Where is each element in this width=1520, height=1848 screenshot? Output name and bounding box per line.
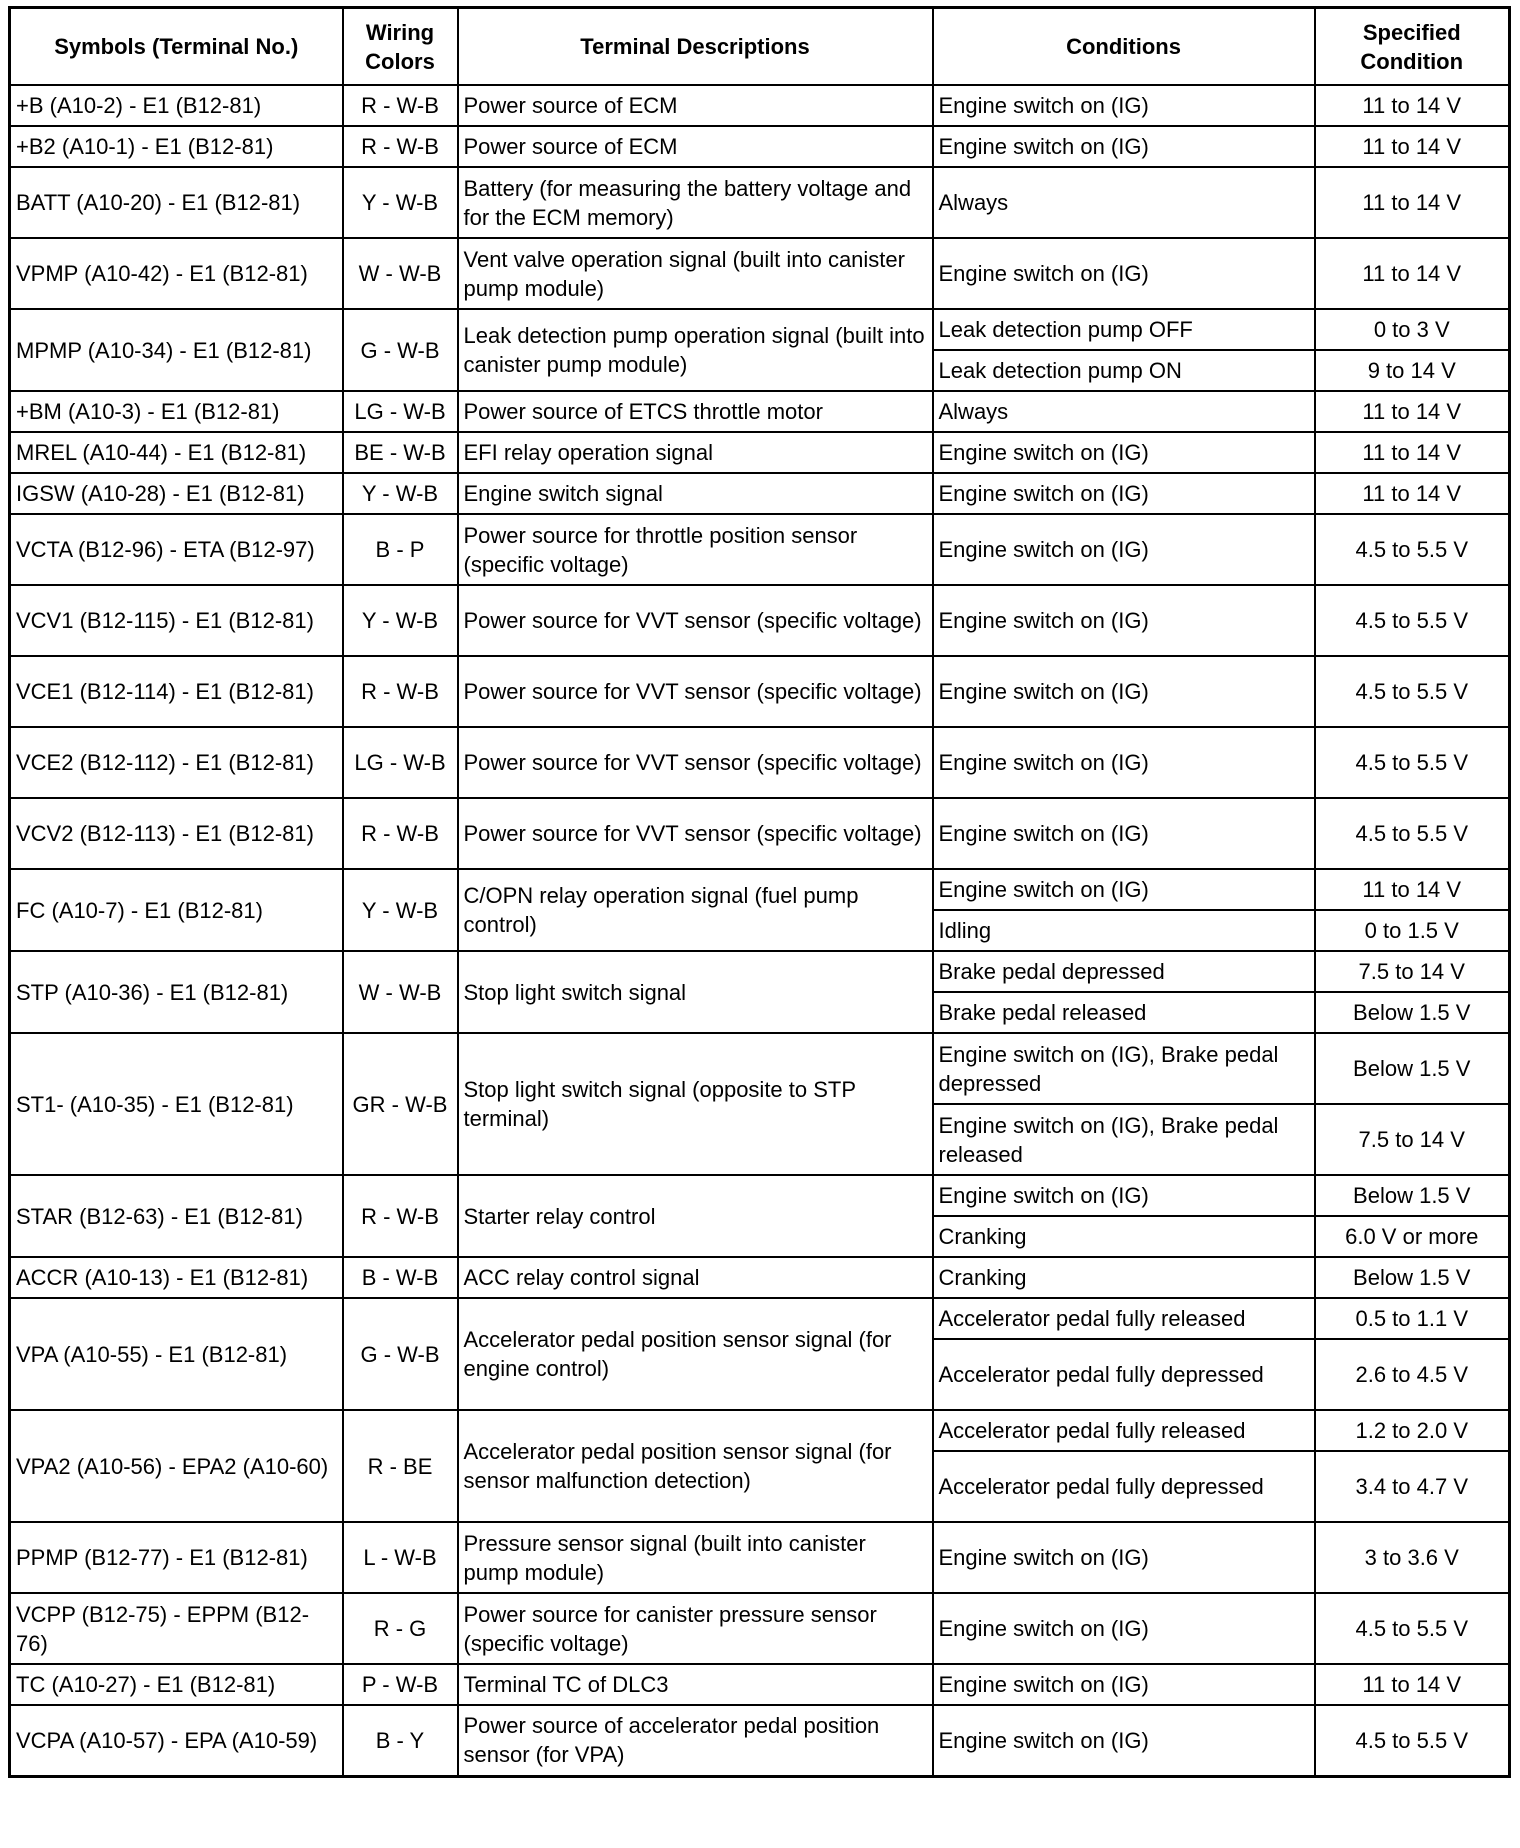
specified-condition-cell: 11 to 14 V [1315,167,1510,238]
symbol-cell: VPA2 (A10-56) - EPA2 (A10-60) [10,1410,343,1522]
specified-condition-cell: 9 to 14 V [1315,350,1510,391]
condition-cell: Always [933,391,1315,432]
specified-condition-cell: 3 to 3.6 V [1315,1522,1510,1593]
wiring-colors-cell: BE - W-B [343,432,458,473]
wiring-colors-cell: R - W-B [343,126,458,167]
table-row [10,473,1510,514]
specified-condition-cell: 4.5 to 5.5 V [1315,798,1510,869]
wiring-colors-cell: W - W-B [343,951,458,1033]
table-row [10,1298,1510,1339]
specified-condition-cell: 11 to 14 V [1315,1664,1510,1705]
terminal-table [8,6,1511,1778]
specified-condition-cell: Below 1.5 V [1315,1175,1510,1216]
terminal-description-cell: Accelerator pedal position sensor signal (for engine control) [458,1298,933,1410]
header-specified-condition: Specified Condition [1315,8,1510,86]
table-row [10,1033,1510,1104]
terminal-description-cell: Terminal TC of DLC3 [458,1664,933,1705]
condition-cell: Engine switch on (IG) [933,1522,1315,1593]
table-row [10,1410,1510,1451]
specified-condition-cell: 11 to 14 V [1315,126,1510,167]
wiring-colors-cell: Y - W-B [343,585,458,656]
specified-condition-cell: 3.4 to 4.7 V [1315,1451,1510,1522]
table-row [10,1593,1510,1664]
specified-condition-cell: 4.5 to 5.5 V [1315,727,1510,798]
table-row [10,391,1510,432]
header-row [10,8,1510,86]
terminal-description-cell: Battery (for measuring the battery voltage and for the ECM memory) [458,167,933,238]
specified-condition-cell: 4.5 to 5.5 V [1315,1593,1510,1664]
symbol-cell: MREL (A10-44) - E1 (B12-81) [10,432,343,473]
condition-cell: Engine switch on (IG) [933,432,1315,473]
condition-cell: Engine switch on (IG) [933,1175,1315,1216]
specified-condition-cell: 4.5 to 5.5 V [1315,585,1510,656]
condition-cell: Engine switch on (IG) [933,869,1315,910]
table-row [10,1664,1510,1705]
specified-condition-cell: 11 to 14 V [1315,85,1510,126]
symbol-cell: STAR (B12-63) - E1 (B12-81) [10,1175,343,1257]
condition-cell: Engine switch on (IG) [933,585,1315,656]
terminal-description-cell: Power source for throttle position sensor (specific voltage) [458,514,933,585]
terminal-description-cell: Engine switch signal [458,473,933,514]
specified-condition-cell: 11 to 14 V [1315,473,1510,514]
condition-cell: Accelerator pedal fully depressed [933,1451,1315,1522]
specified-condition-cell: 7.5 to 14 V [1315,951,1510,992]
symbol-cell: MPMP (A10-34) - E1 (B12-81) [10,309,343,391]
symbol-cell: VCE1 (B12-114) - E1 (B12-81) [10,656,343,727]
terminal-description-cell: ACC relay control signal [458,1257,933,1298]
condition-cell: Engine switch on (IG) [933,514,1315,585]
symbol-cell: +BM (A10-3) - E1 (B12-81) [10,391,343,432]
symbol-cell: VCPA (A10-57) - EPA (A10-59) [10,1705,343,1776]
wiring-colors-cell: Y - W-B [343,473,458,514]
wiring-colors-cell: W - W-B [343,238,458,309]
symbol-cell: STP (A10-36) - E1 (B12-81) [10,951,343,1033]
table-row [10,869,1510,910]
condition-cell: Engine switch on (IG) [933,126,1315,167]
condition-cell: Brake pedal depressed [933,951,1315,992]
symbol-cell: VCV2 (B12-113) - E1 (B12-81) [10,798,343,869]
condition-cell: Accelerator pedal fully released [933,1410,1315,1451]
wiring-colors-cell: R - W-B [343,1175,458,1257]
table-row [10,1522,1510,1593]
table-row [10,167,1510,238]
table-row [10,1257,1510,1298]
terminal-description-cell: EFI relay operation signal [458,432,933,473]
specified-condition-cell: 4.5 to 5.5 V [1315,656,1510,727]
condition-cell: Leak detection pump ON [933,350,1315,391]
symbol-cell: IGSW (A10-28) - E1 (B12-81) [10,473,343,514]
specified-condition-cell: 11 to 14 V [1315,238,1510,309]
header-wiring-colors: Wiring Colors [343,8,458,86]
wiring-colors-cell: LG - W-B [343,727,458,798]
condition-cell: Brake pedal released [933,992,1315,1033]
wiring-colors-cell: R - BE [343,1410,458,1522]
terminal-description-cell: Power source for canister pressure sensor (specific voltage) [458,1593,933,1664]
wiring-colors-cell: LG - W-B [343,391,458,432]
wiring-colors-cell: R - W-B [343,656,458,727]
wiring-colors-cell: B - Y [343,1705,458,1776]
symbol-cell: BATT (A10-20) - E1 (B12-81) [10,167,343,238]
symbol-cell: VCPP (B12-75) - EPPM (B12-76) [10,1593,343,1664]
specified-condition-cell: 11 to 14 V [1315,869,1510,910]
specified-condition-cell: 2.6 to 4.5 V [1315,1339,1510,1410]
table-row [10,309,1510,350]
table-row [10,798,1510,869]
table-row [10,514,1510,585]
condition-cell: Accelerator pedal fully depressed [933,1339,1315,1410]
specified-condition-cell: Below 1.5 V [1315,992,1510,1033]
wiring-colors-cell: GR - W-B [343,1033,458,1175]
terminal-description-cell: C/OPN relay operation signal (fuel pump control) [458,869,933,951]
condition-cell: Engine switch on (IG) [933,798,1315,869]
symbol-cell: PPMP (B12-77) - E1 (B12-81) [10,1522,343,1593]
table-row [10,432,1510,473]
wiring-colors-cell: B - W-B [343,1257,458,1298]
terminal-description-cell: Power source for VVT sensor (specific voltage) [458,585,933,656]
condition-cell: Always [933,167,1315,238]
condition-cell: Engine switch on (IG) [933,1664,1315,1705]
specified-condition-cell: 11 to 14 V [1315,432,1510,473]
table-row [10,656,1510,727]
symbol-cell: VPA (A10-55) - E1 (B12-81) [10,1298,343,1410]
condition-cell: Engine switch on (IG), Brake pedal released [933,1104,1315,1175]
condition-cell: Cranking [933,1216,1315,1257]
terminal-description-cell: Starter relay control [458,1175,933,1257]
terminal-description-cell: Accelerator pedal position sensor signal (for sensor malfunction detection) [458,1410,933,1522]
symbol-cell: FC (A10-7) - E1 (B12-81) [10,869,343,951]
terminal-description-cell: Stop light switch signal (opposite to STP terminal) [458,1033,933,1175]
wiring-colors-cell: R - W-B [343,798,458,869]
table-row [10,727,1510,798]
terminal-description-cell: Power source of ETCS throttle motor [458,391,933,432]
specified-condition-cell: Below 1.5 V [1315,1257,1510,1298]
wiring-colors-cell: Y - W-B [343,167,458,238]
symbol-cell: +B (A10-2) - E1 (B12-81) [10,85,343,126]
table-row [10,951,1510,992]
table-row [10,238,1510,309]
condition-cell: Engine switch on (IG) [933,727,1315,798]
terminal-description-cell: Stop light switch signal [458,951,933,1033]
symbol-cell: VCE2 (B12-112) - E1 (B12-81) [10,727,343,798]
wiring-colors-cell: R - G [343,1593,458,1664]
condition-cell: Engine switch on (IG) [933,238,1315,309]
wiring-colors-cell: B - P [343,514,458,585]
specified-condition-cell: 4.5 to 5.5 V [1315,514,1510,585]
terminal-description-cell: Power source of ECM [458,85,933,126]
wiring-colors-cell: G - W-B [343,1298,458,1410]
table-row [10,85,1510,126]
specified-condition-cell: 11 to 14 V [1315,391,1510,432]
wiring-colors-cell: P - W-B [343,1664,458,1705]
terminal-description-cell: Power source for VVT sensor (specific voltage) [458,727,933,798]
wiring-colors-cell: L - W-B [343,1522,458,1593]
symbol-cell: ST1- (A10-35) - E1 (B12-81) [10,1033,343,1175]
condition-cell: Engine switch on (IG) [933,1705,1315,1776]
symbol-cell: VPMP (A10-42) - E1 (B12-81) [10,238,343,309]
condition-cell: Engine switch on (IG) [933,1593,1315,1664]
condition-cell: Engine switch on (IG) [933,656,1315,727]
header-terminal-descriptions: Terminal Descriptions [458,8,933,86]
specified-condition-cell: 4.5 to 5.5 V [1315,1705,1510,1776]
header-symbols: Symbols (Terminal No.) [10,8,343,86]
specified-condition-cell: 0.5 to 1.1 V [1315,1298,1510,1339]
condition-cell: Accelerator pedal fully released [933,1298,1315,1339]
specified-condition-cell: Below 1.5 V [1315,1033,1510,1104]
specified-condition-cell: 6.0 V or more [1315,1216,1510,1257]
wiring-colors-cell: G - W-B [343,309,458,391]
terminal-description-cell: Pressure sensor signal (built into canister pump module) [458,1522,933,1593]
specified-condition-cell: 7.5 to 14 V [1315,1104,1510,1175]
symbol-cell: VCV1 (B12-115) - E1 (B12-81) [10,585,343,656]
symbol-cell: +B2 (A10-1) - E1 (B12-81) [10,126,343,167]
terminal-description-cell: Power source of accelerator pedal position sensor (for VPA) [458,1705,933,1776]
condition-cell: Idling [933,910,1315,951]
terminal-description-cell: Power source of ECM [458,126,933,167]
condition-cell: Cranking [933,1257,1315,1298]
terminal-description-cell: Leak detection pump operation signal (built into canister pump module) [458,309,933,391]
condition-cell: Engine switch on (IG) [933,85,1315,126]
wiring-colors-cell: Y - W-B [343,869,458,951]
table-row [10,585,1510,656]
terminal-description-cell: Vent valve operation signal (built into canister pump module) [458,238,933,309]
table-row [10,1175,1510,1216]
symbol-cell: TC (A10-27) - E1 (B12-81) [10,1664,343,1705]
specified-condition-cell: 0 to 1.5 V [1315,910,1510,951]
terminal-description-cell: Power source for VVT sensor (specific voltage) [458,656,933,727]
table-body [10,85,1510,1776]
wiring-colors-cell: R - W-B [343,85,458,126]
symbol-cell: VCTA (B12-96) - ETA (B12-97) [10,514,343,585]
header-conditions: Conditions [933,8,1315,86]
specified-condition-cell: 1.2 to 2.0 V [1315,1410,1510,1451]
specified-condition-cell: 0 to 3 V [1315,309,1510,350]
symbol-cell: ACCR (A10-13) - E1 (B12-81) [10,1257,343,1298]
condition-cell: Engine switch on (IG) [933,473,1315,514]
terminal-description-cell: Power source for VVT sensor (specific voltage) [458,798,933,869]
condition-cell: Engine switch on (IG), Brake pedal depressed [933,1033,1315,1104]
condition-cell: Leak detection pump OFF [933,309,1315,350]
table-row [10,126,1510,167]
table-row [10,1705,1510,1776]
